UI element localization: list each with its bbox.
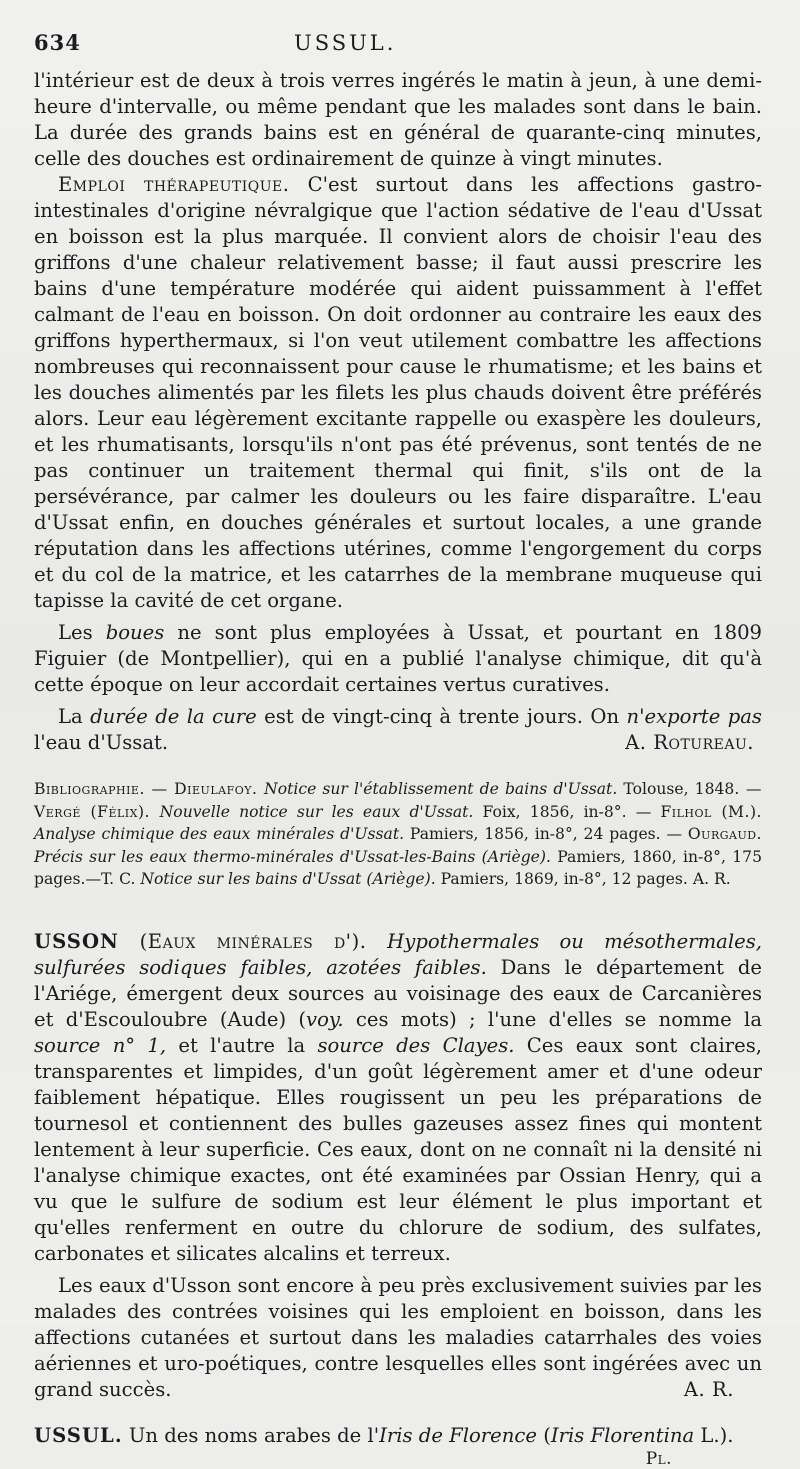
running-head — [34, 30, 762, 68]
usson-paragraph-1: USSON (Eaux minérales d'). Hypothermales ou mésothermales, sulfurées sodiques faibles, azotées faibles. Dans le département de l'Ariége, émergent deux sources au voisinage des eaux de Carcanières et d'Escouloubre (Aude) (voy. ces mots) ; l'une d'elles se nomme la source n° 1, et l'autre la source des Clayes. Ces eaux sont claires, transparentes et limpides, d'un goût légèrement amer et d'une odeur faiblement hépatique. Elles rougissent un peu les préparations de tournesol et contiennent des bulles gazeuses assez fines qui montent lentement à leur superficie. Ces eaux, dont on ne connaît ni la densité ni l'analyse chimique exactes, ont été examinées par Ossian Henry, qui a vu que le sulfure de sodium est leur élément le plus important et qu'elles renferment en outre du chlorure de sodium, des sulfates, carbonates et silicates alcalins et terreux. — [34, 929, 763, 1265]
paragraph-cure-duration: La durée de la cure est de vingt-cinq à trente jours. On n'exporte pas l'eau d'Ussat. — [34, 705, 762, 754]
ussul-entry — [34, 1423, 762, 1469]
page-number: 634 — [34, 30, 81, 55]
usson-paragraph-2: Les eaux d'Usson sont encore à peu près exclusivement suivies par les malades des contrées voisines qui les emploient en boisson, dans les affections cutanées et surtout dans les maladies catarrhales des voies aériennes et uro-poétiques, contre lesquelles elles sont ingérées avec un grand succès. A. R. — [34, 1273, 762, 1401]
paragraph-dosage: l'intérieur est de deux à trois verres ingérés le matin à jeun, à une demi-heure d'intervalle, ou même pendant que les malades sont dans le bain. La durée des grands bains est en général de quarante-cinq minutes, celle des douches est ordinairement de quinze à vingt minutes. — [34, 69, 762, 170]
bibliography-text: Bibliographie. — Dieulafoy. Notice sur l'établissement de bains d'Ussat. Tolouse, 1848. —Vergé (Félix). Nouvelle notice sur les eaux d'Ussat. Foix, 1856, in-8°. — Filhol (M.). Analyse chimique des eaux minérales d'Ussat. Pamiers, 1856, in-8°, 24 pages. — Ourgaud. Précis sur les eaux thermo-minérales d'Ussat-les-Bains (Ariège). Pamiers, 1860, in-8°, 175 pages.—T. C. Notice sur les bains d'Ussat (Ariège). Pamiers, 1869, in-8°, 12 pages. A. R. — [34, 780, 763, 888]
paragraph-therapeutic-use: Emploi thérapeutique. C'est surtout dans les affections gastro-intestinales d'origine névralgique que l'action sédative de l'eau d'Ussat en boisson est la plus marquée. Il convient alors de choisir l'eau des griffons d'une chaleur relativement basse; il faut aussi prescrire les bains d'une température modérée qui aident puissamment à l'effet calmant de l'eau en boisson. On doit ordonner au contraire les eaux des griffons hyperthermaux, si l'on veut utilement combattre les affections nombreuses qui reconnaissent pour cause le rhumatisme; et les bains et les douches alimentés par les filets les plus chauds doivent être préférés alors. Leur eau légèrement excitante rappelle ou exaspère les douleurs, et les rhumatisants, lorsqu'ils n'ont pas été prévenus, sont tentés de ne pas continuer un traitement thermal qui finit, s'ils ont de la persévérance, par calmer les douleurs ou les faire disparaître. L'eau d'Ussat enfin, en douches générales et surtout locales, a une grande réputation dans les affections utérines, comme l'engorgement du corps et du col de la matrice, et les catarrhes de la membrane muqueuse qui tapisse la cavité de cet organe. — [34, 173, 762, 612]
therapeutic-use-label: Emploi thérapeutique. — [58, 173, 290, 196]
bibliography — [34, 778, 762, 891]
bibliography-label: Bibliographie. — [34, 780, 145, 798]
usson-entry — [34, 929, 762, 1403]
ussul-paragraph: USSUL. Un des noms arabes de l'Iris de Florence (Iris Florentina L.). — [34, 1423, 734, 1447]
ussul-headword: USSUL. — [34, 1423, 123, 1447]
author-signature: A. Rotureau. — [625, 731, 754, 754]
usson-signature: A. R. — [683, 1377, 734, 1401]
running-title: USSUL. — [294, 31, 397, 55]
ussat-entry-end — [34, 68, 762, 756]
ussul-signature: Pl. — [645, 1448, 672, 1469]
paragraph-mud: Les boues ne sont plus employées à Ussat, et pourtant en 1809 Figuier (de Montpellier), qui en a publié l'analyse chimique, dit qu'à cette époque on leur accordait certaines vertus curatives. — [34, 621, 762, 696]
usson-headword: USSON — [34, 929, 119, 953]
